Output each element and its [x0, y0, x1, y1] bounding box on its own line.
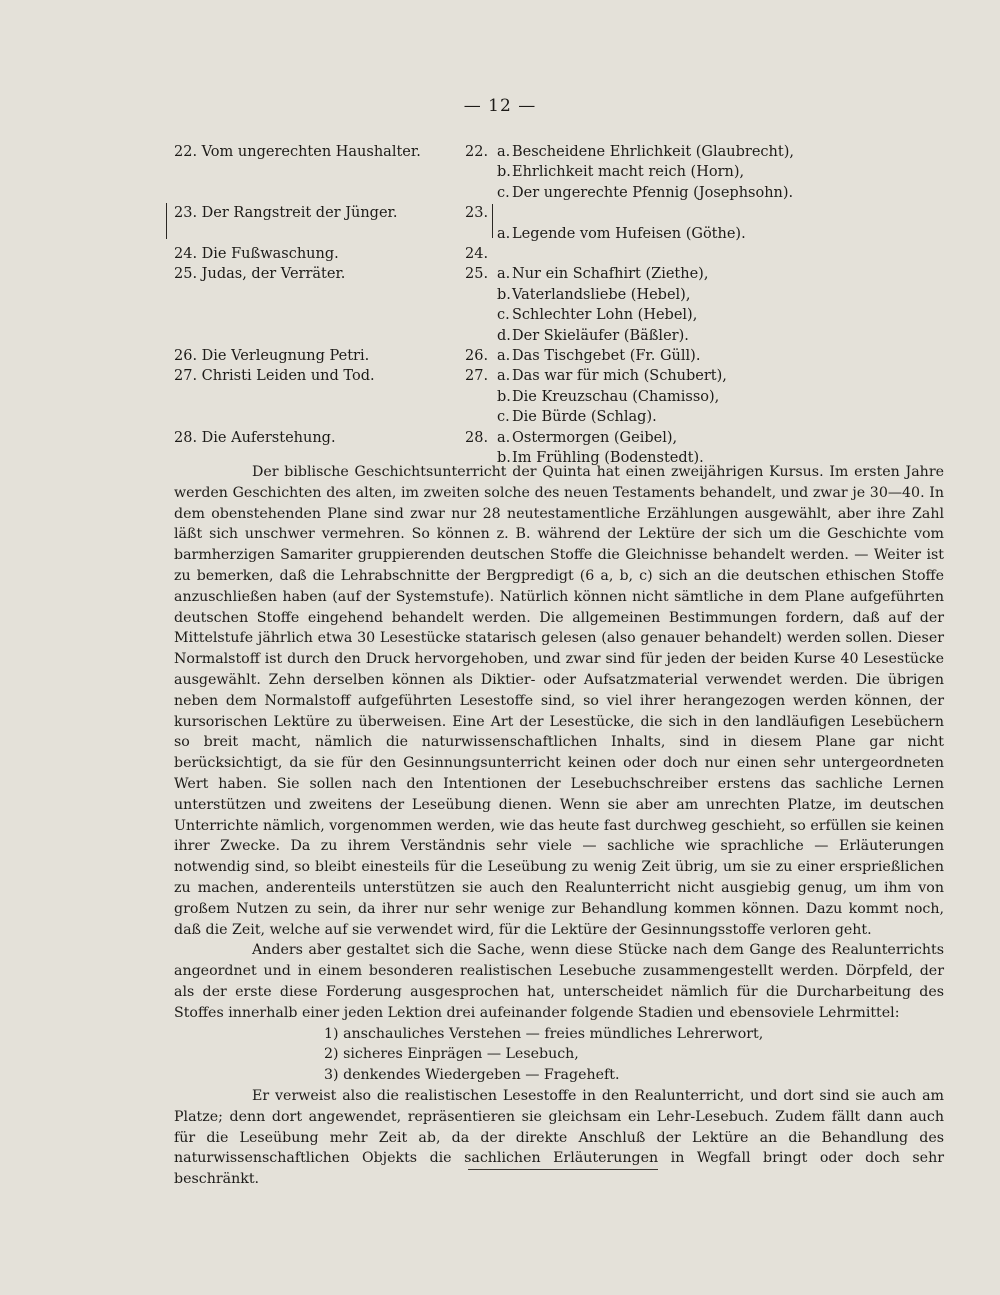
reading-letter: c.	[497, 184, 510, 201]
lesson-row	[0, 305, 1000, 325]
reading-title: Die Bürde (Schlag).	[512, 409, 657, 426]
reading-title: Schlechter Lohn (Hebel),	[512, 307, 698, 324]
reading-letter: a.	[497, 225, 511, 242]
reading-title: Ehrlichkeit macht reich (Horn),	[512, 164, 745, 181]
lesson-row	[0, 326, 1000, 346]
lesson-row	[0, 244, 1000, 264]
reading-number: 26.	[465, 348, 489, 364]
reading-title: Das war für mich (Schubert),	[512, 368, 727, 385]
reading-number: 28.	[465, 429, 489, 446]
reading-number: 22.	[465, 144, 489, 160]
lesson-row	[0, 142, 1000, 162]
lesson-row	[0, 387, 1000, 407]
reading-title: Die Kreuzschau (Chamisso),	[512, 388, 720, 405]
lesson-title: 25. Judas, der Verräter.	[174, 266, 346, 283]
reading-letter: a.	[497, 368, 511, 385]
reading-letter: a.	[497, 144, 511, 160]
lesson-row	[0, 428, 1000, 448]
body-text	[174, 462, 944, 1190]
footer-rule	[468, 1169, 658, 1170]
paragraph-3: Er verweist also die realistischen Lesestoffe in den Realunterricht, und dort sind sie auch am Platze; denn dort angewendet, repräsentieren sie gleichsam ein Lehr-Lesebuch. Zudem fällt dann auch für die Leseübung mehr Zeit ab, da der direkte Anschluß der Lektüre an die Behandlung des naturwissenschaftlichen Objekts die sachlichen Erläuterungen in Wegfall bringt oder doch sehr beschränkt.	[174, 1087, 944, 1188]
lesson-row	[0, 285, 1000, 305]
lesson-title: 22. Vom ungerechten Haushalter.	[174, 144, 421, 160]
reading-title: Der Skieläufer (Bäßler).	[512, 327, 689, 344]
stage-item: 2) sicheres Einprägen — Lesebuch,	[324, 1046, 579, 1063]
reading-title: Nur ein Schafhirt (Ziethe),	[512, 266, 709, 283]
reading-title: Bescheidene Ehrlichkeit (Glaubrecht),	[512, 144, 794, 160]
reading-title: Das Tischgebet (Fr. Güll).	[512, 348, 701, 364]
reading-title: Legende vom Hufeisen (Göthe).	[512, 225, 746, 242]
paragraph-1: Der biblische Geschichtsunterricht der Quinta hat einen zweijährigen Kursus. Im ersten Jahre werden Geschichten des alten, im zweiten solche des neuen Testaments behandelt, und zwar je 30—40. In dem obenstehenden Plane sind zwar nur 28 neutestamentliche Erzählungen ausgewählt, aber ihre Zahl läßt sich unschwer vermehren. So können z. B. während der Lektüre der sich um die Geschichte vom barmherzigen Samariter gruppierenden deutschen Stoffe die Gleichnisse behandelt werden. — Weiter ist zu bemerken, daß die Lehrabschnitte der Bergpredigt (6 a, b, c) sich an die deutschen ethischen Stoffe anzuschließen haben (auf der Systemstufe). Natürlich können nicht sämtliche in dem Plane aufgeführten deutschen Stoffe eingehend behandelt werden. Die allgemeinen Bestimmungen fordern, daß auf der Mittelstufe jährlich etwa 30 Lesestücke statarisch gelesen (also genauer behandelt) werden sollen. Dieser Normalstoff ist durch den Druck hervorgehoben, und zwar sind für jeden der beiden Kurse 40 Lesestücke ausgewählt. Zehn derselben können als Diktier- oder Aufsatzmaterial verwendet werden. Die übrigen neben dem Normalstoff aufgeführten Lesestoffe sind, so viel ihrer herangezogen werden können, der kursorischen Lektüre zu überweisen. Eine Art der Lesestücke, die sich in den landläufigen Lesebüchern so breit macht, nämlich die naturwissenschaftlichen Inhalts, sind in diesem Plane gar nicht berücksichtigt, da sie für den Gesinnungsunterricht keinen oder doch nur einen sehr untergeordneten Wert haben. Sie sollen nach den Intentionen der Lesebuchschreiber erstens das sachliche Lernen unterstützen und zweitens der Leseübung dienen. Wenn sie aber am unrechten Platze, im deutschen Unterrichte nämlich, vorgenommen werden, wie das heute fast durchweg geschieht, so erfüllen sie keinen ihrer Zwecke. Da zu ihrem Verständnis sehr viele — sachliche wie sprachliche — Erläuterungen notwendig sind, so bleibt einesteils für die Leseübung zu wenig Zeit übrig, um sie zu einer ersprießlichen zu machen, anderenteils unterstützen sie auch den Realunterricht nicht ausgiebig genug, um ihm von großem Nutzen zu sein, da ihrer nur sehr wenige zur Behandlung kommen können. Dazu kommt noch, daß die Zeit, welche auf sie verwendet wird, für die Lektüre der Gesinnungsstoffe verloren geht.	[174, 464, 944, 938]
reading-title: Der ungerechte Pfennig (Josephsohn).	[512, 184, 794, 201]
stage-item: 1) anschauliches Verstehen — freies mündliches Lehrerwort,	[324, 1025, 764, 1042]
paragraph-2: Anders aber gestaltet sich die Sache, wenn diese Stücke nach dem Gange des Realunterrichts angeordnet und in einem besonderen realistischen Lesebuche zusammengestellt werden. Dörpfeld, der als der erste diese Forderung ausgesprochen hat, unterscheidet nämlich für die Durcharbeitung des Stoffes innerhalb einer jeden Lektion drei aufeinander folgende Stadien und ebensoviele Lehrmittel:	[174, 942, 944, 1021]
reading-title: Im Frühling (Bodenstedt).	[512, 450, 704, 466]
reading-letter: b.	[497, 286, 511, 303]
lesson-row	[0, 203, 1000, 223]
reading-number: 27.	[465, 368, 489, 385]
lesson-row	[0, 407, 1000, 427]
reading-letter: a.	[497, 429, 511, 446]
reading-number: 23.	[465, 205, 489, 222]
stages-list	[174, 1024, 944, 1086]
lesson-title: 26. Die Verleugnung Petri.	[174, 348, 370, 364]
lesson-row	[0, 224, 1000, 244]
lesson-title: 28. Die Auferstehung.	[174, 429, 336, 446]
reading-letter: c.	[497, 409, 510, 426]
lesson-row	[0, 162, 1000, 182]
lesson-row	[0, 264, 1000, 284]
lesson-row	[0, 183, 1000, 203]
reading-letter: d.	[497, 327, 511, 344]
page-number: — 12 —	[463, 96, 537, 116]
reading-number: 24.	[465, 246, 489, 262]
lesson-title: 23. Der Rangstreit der Jünger.	[174, 205, 398, 222]
reading-letter: c.	[497, 307, 510, 324]
lesson-title: 24. Die Fußwaschung.	[174, 246, 339, 262]
reading-letter: a.	[497, 266, 511, 283]
reading-title: Vaterlandsliebe (Hebel),	[512, 286, 691, 303]
reading-letter: b.	[497, 450, 511, 466]
stage-item: 3) denkendes Wiedergeben — Frageheft.	[324, 1067, 620, 1084]
lesson-row	[0, 366, 1000, 386]
lesson-title: 27. Christi Leiden und Tod.	[174, 368, 375, 385]
reading-letter: b.	[497, 388, 511, 405]
reading-letter: b.	[497, 164, 511, 181]
reading-title: Ostermorgen (Geibel),	[512, 429, 678, 446]
reading-letter: a.	[497, 348, 511, 364]
lesson-row	[0, 346, 1000, 366]
reading-number: 25.	[465, 266, 489, 283]
